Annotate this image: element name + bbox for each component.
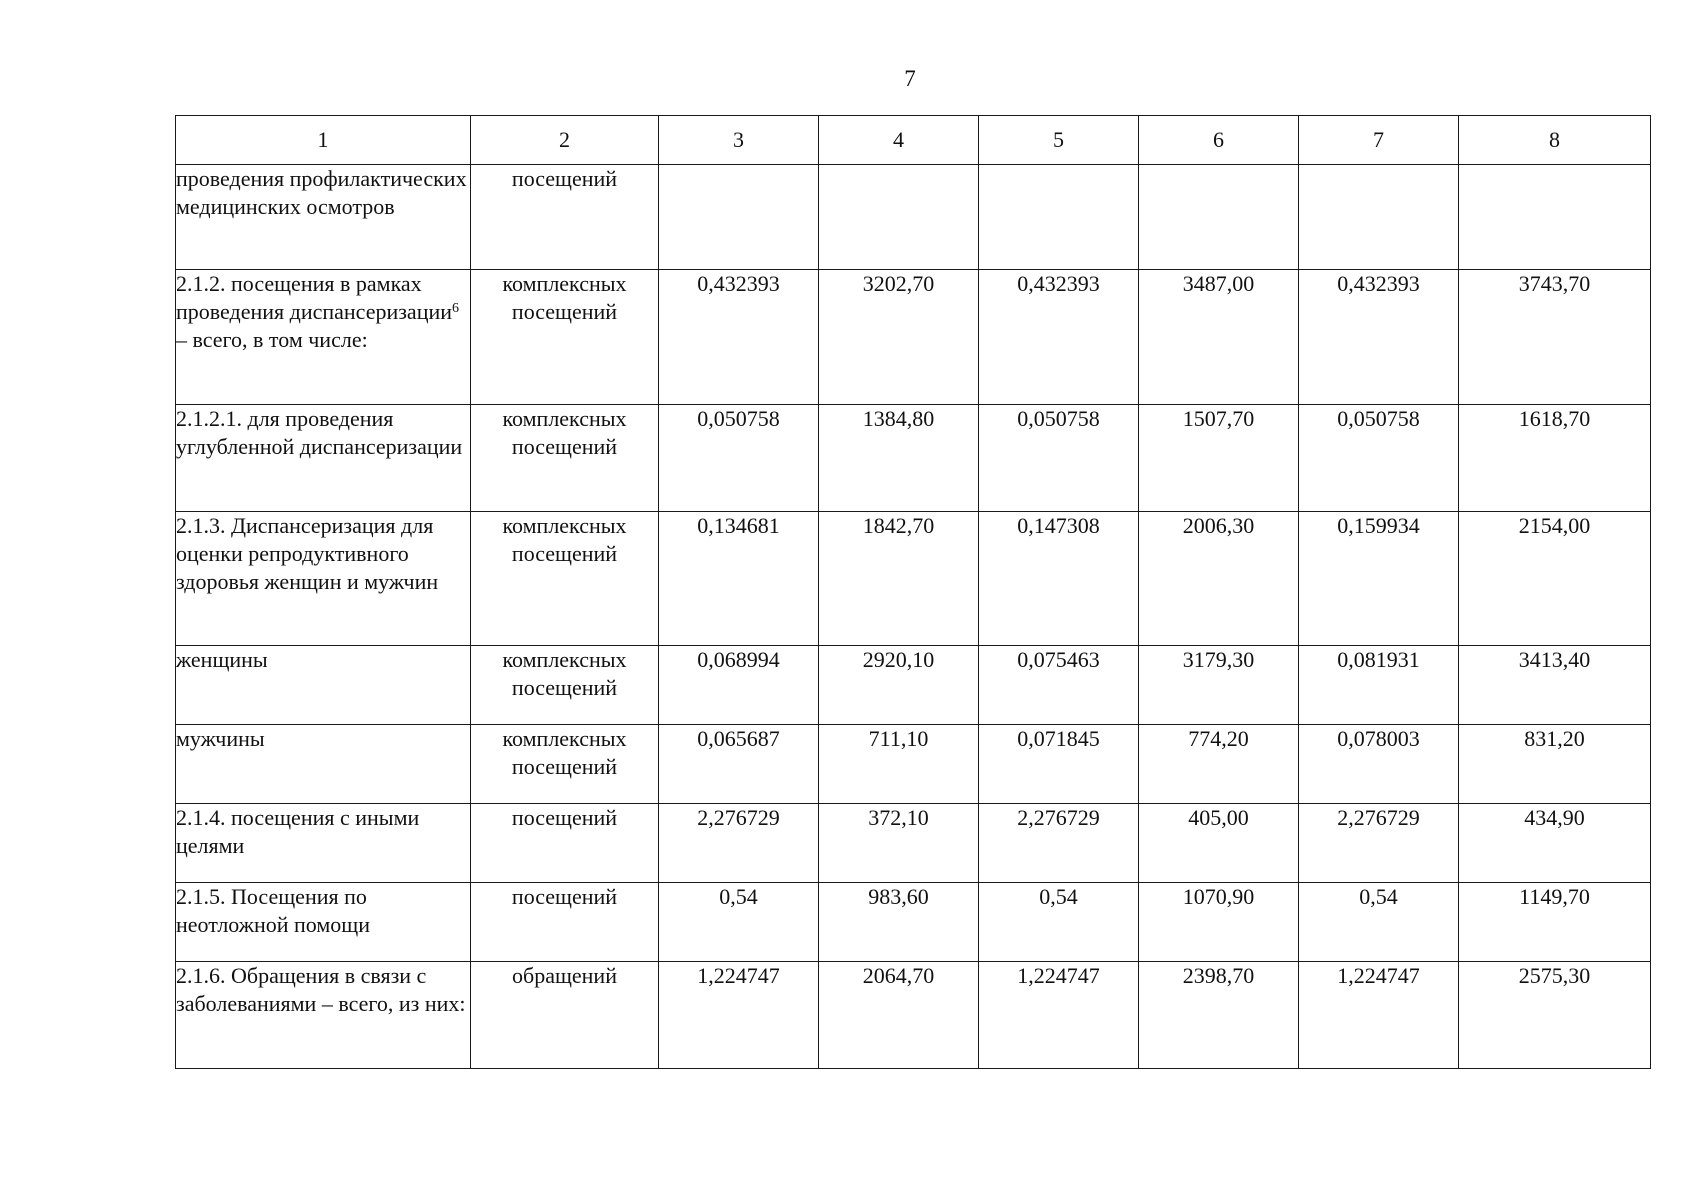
value-cell: 3743,70 bbox=[1459, 270, 1651, 405]
value-cell: 0,432393 bbox=[979, 270, 1139, 405]
row-unit-cell: комплексных посещений bbox=[471, 270, 659, 405]
column-header: 8 bbox=[1459, 116, 1651, 165]
value-cell bbox=[1139, 165, 1299, 270]
value-cell: 2006,30 bbox=[1139, 512, 1299, 646]
value-cell: 0,075463 bbox=[979, 646, 1139, 725]
value-cell: 3487,00 bbox=[1139, 270, 1299, 405]
value-cell: 372,10 bbox=[819, 804, 979, 883]
value-cell bbox=[979, 165, 1139, 270]
row-name-cell: 2.1.2.1. для проведения углубленной диспансеризации bbox=[176, 405, 471, 512]
column-header: 7 bbox=[1299, 116, 1459, 165]
value-cell: 2920,10 bbox=[819, 646, 979, 725]
value-cell: 983,60 bbox=[819, 883, 979, 962]
value-cell: 1384,80 bbox=[819, 405, 979, 512]
table-row bbox=[176, 804, 1651, 883]
value-cell: 831,20 bbox=[1459, 725, 1651, 804]
value-cell: 2575,30 bbox=[1459, 962, 1651, 1069]
value-cell: 0,071845 bbox=[979, 725, 1139, 804]
row-name-cell: мужчины bbox=[176, 725, 471, 804]
row-unit-cell: посещений bbox=[471, 804, 659, 883]
header-row bbox=[176, 116, 1651, 165]
value-cell: 2398,70 bbox=[1139, 962, 1299, 1069]
column-header: 4 bbox=[819, 116, 979, 165]
value-cell: 1842,70 bbox=[819, 512, 979, 646]
table-row bbox=[176, 165, 1651, 270]
column-header: 2 bbox=[471, 116, 659, 165]
table-row bbox=[176, 270, 1651, 405]
value-cell: 2,276729 bbox=[1299, 804, 1459, 883]
row-unit-cell: комплексных посещений bbox=[471, 405, 659, 512]
value-cell: 2064,70 bbox=[819, 962, 979, 1069]
table-row bbox=[176, 646, 1651, 725]
row-unit-cell: комплексных посещений bbox=[471, 512, 659, 646]
value-cell: 0,050758 bbox=[979, 405, 1139, 512]
value-cell: 0,54 bbox=[659, 883, 819, 962]
footnote-marker: 6 bbox=[452, 301, 460, 316]
column-header: 5 bbox=[979, 116, 1139, 165]
value-cell: 2154,00 bbox=[1459, 512, 1651, 646]
value-cell: 405,00 bbox=[1139, 804, 1299, 883]
value-cell: 0,54 bbox=[1299, 883, 1459, 962]
row-unit-cell: посещений bbox=[471, 165, 659, 270]
row-name-tail: – всего, в том числе: bbox=[176, 327, 368, 352]
value-cell: 1,224747 bbox=[659, 962, 819, 1069]
value-cell: 711,10 bbox=[819, 725, 979, 804]
value-cell: 2,276729 bbox=[979, 804, 1139, 883]
value-cell bbox=[819, 165, 979, 270]
value-cell: 3202,70 bbox=[819, 270, 979, 405]
value-cell: 3413,40 bbox=[1459, 646, 1651, 725]
data-table bbox=[175, 115, 1651, 1069]
row-unit-cell: обращений bbox=[471, 962, 659, 1069]
row-name-cell: 2.1.4. посещения с иными целями bbox=[176, 804, 471, 883]
value-cell: 2,276729 bbox=[659, 804, 819, 883]
value-cell: 1507,70 bbox=[1139, 405, 1299, 512]
row-unit-cell: комплексных посещений bbox=[471, 725, 659, 804]
value-cell: 3179,30 bbox=[1139, 646, 1299, 725]
value-cell: 0,159934 bbox=[1299, 512, 1459, 646]
value-cell: 0,065687 bbox=[659, 725, 819, 804]
value-cell: 0,050758 bbox=[659, 405, 819, 512]
row-unit-cell: комплексных посещений bbox=[471, 646, 659, 725]
row-name-cell bbox=[176, 270, 471, 405]
column-header: 3 bbox=[659, 116, 819, 165]
value-cell: 434,90 bbox=[1459, 804, 1651, 883]
row-name-cell: 2.1.6. Обращения в связи с заболеваниями – всего, из них: bbox=[176, 962, 471, 1069]
value-cell bbox=[659, 165, 819, 270]
row-name-text: 2.1.2. посещения в рамках проведения диспансеризации bbox=[176, 271, 453, 324]
row-unit-cell: посещений bbox=[471, 883, 659, 962]
value-cell: 0,068994 bbox=[659, 646, 819, 725]
value-cell: 0,134681 bbox=[659, 512, 819, 646]
page-number: 7 bbox=[904, 66, 916, 91]
value-cell: 774,20 bbox=[1139, 725, 1299, 804]
value-cell: 0,54 bbox=[979, 883, 1139, 962]
table-row bbox=[176, 405, 1651, 512]
value-cell: 1,224747 bbox=[1299, 962, 1459, 1069]
value-cell bbox=[1299, 165, 1459, 270]
value-cell: 0,432393 bbox=[1299, 270, 1459, 405]
value-cell: 0,050758 bbox=[1299, 405, 1459, 512]
table-row bbox=[176, 725, 1651, 804]
row-name-cell: женщины bbox=[176, 646, 471, 725]
table-row bbox=[176, 883, 1651, 962]
value-cell bbox=[1459, 165, 1651, 270]
value-cell: 1070,90 bbox=[1139, 883, 1299, 962]
column-header: 1 bbox=[176, 116, 471, 165]
value-cell: 1618,70 bbox=[1459, 405, 1651, 512]
row-name-cell: 2.1.3. Диспансеризация для оценки репродуктивного здоровья женщин и мужчин bbox=[176, 512, 471, 646]
value-cell: 0,147308 bbox=[979, 512, 1139, 646]
value-cell: 0,432393 bbox=[659, 270, 819, 405]
column-header: 6 bbox=[1139, 116, 1299, 165]
value-cell: 1,224747 bbox=[979, 962, 1139, 1069]
value-cell: 0,078003 bbox=[1299, 725, 1459, 804]
row-name-cell: проведения профилактических медицинских осмотров bbox=[176, 165, 471, 270]
value-cell: 1149,70 bbox=[1459, 883, 1651, 962]
table-row bbox=[176, 962, 1651, 1069]
value-cell: 0,081931 bbox=[1299, 646, 1459, 725]
table-row bbox=[176, 512, 1651, 646]
row-name-cell: 2.1.5. Посещения по неотложной помощи bbox=[176, 883, 471, 962]
